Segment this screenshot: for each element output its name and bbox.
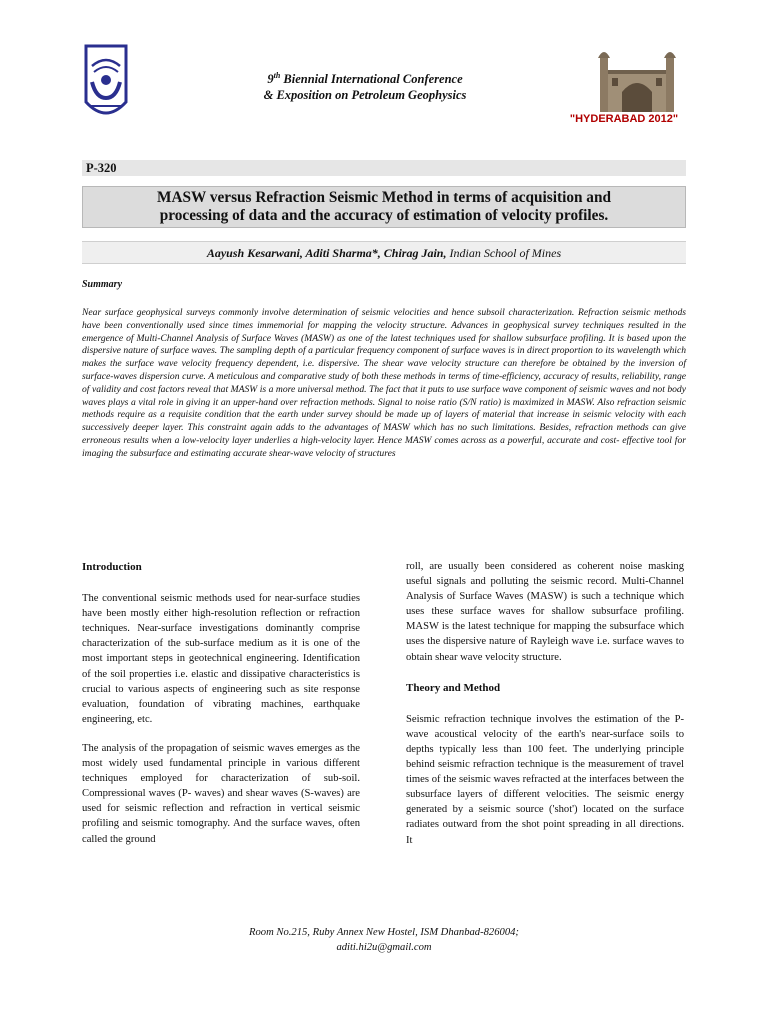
footer (82, 926, 686, 955)
footer-address: Room No.215, Ruby Annex New Hostel, ISM Dhanbad-826004; (249, 927, 519, 938)
title-line1: MASW versus Refraction Seismic Method in terms of acquisition and (157, 189, 611, 206)
paper-id-bar (82, 160, 686, 176)
footer-email: aditi.hi2u@gmail.com (336, 941, 432, 953)
conference-ordinal-suffix: th (273, 71, 281, 80)
affiliation: Indian School of Mines (449, 246, 562, 260)
conference-line2: & Exposition on Petroleum Geophysics (263, 88, 467, 103)
introduction-paragraph-3: roll, are usually been considered as coherent noise masking useful signals and polluting the seismic record. Multi-Channel Analysis of Surface Waves (MASW) is such a technique which uses these surface waves for shallow subsurface profiling. MASW is the latest technique for mapping the subsurface which uses the dispersive nature of Rayleigh wave i.e. surface waves to obtain shear wave velocity structure. (406, 561, 684, 663)
spg-logo-icon (82, 44, 130, 124)
paper-title (82, 189, 686, 225)
theory-paragraph-1: Seismic refraction technique involves the estimation of the P-wave acoustical velocity of the earth's near-surface soils to depths typically less than 100 feet. The underlying principle behind seismic refraction technique is the measurement of travel times of the seismic waves refracted at the interfaces between the subsurface layers of different velocities. The seismic energy generated by a seismic source ('shot') located on the surface radiates outward from the shot point spreading in all directions. It (406, 713, 684, 846)
conference-line1: Biennial International Conference (283, 72, 463, 87)
introduction-paragraph-2: The analysis of the propagation of seismic waves emerges as the most widely used fundamental principle in various different techniques employed for characterization of sub-soil. Compressional waves (P- waves) and shear waves (S-waves) are used for seismic reflection and refraction in vertical seismic profiling and seismic tomography. And the surface waves, often called the ground (82, 742, 360, 845)
left-column (82, 560, 360, 861)
authors (82, 246, 686, 260)
city-tag: "HYDERABAD 2012" (569, 113, 679, 125)
summary-text: Near surface geophysical surveys commonly involve determination of seismic velocities and hence subsoil characterization. Refraction seismic methods have been conventionally used since times immemorial for mapping the velocity structure. Advances in geophysical survey techniques resulted in the emergence of Multi-Channel Analysis of Surface Waves (MASW) as one of the latest techniques used for shallow subsurface profiling. It is based upon the dispersive nature of surface waves. The sampling depth of a particular frequency component of surface waves is in direct proportion to its wavelength which makes the surface wave velocity frequency dependent, i.e. dispersive. The shear wave velocity structure can therefore be obtained by the inversion of surface-waves dispersion curve. A meticulous and comparative study of both these methods in terms of time-efficiency, accuracy of results, reliability, range of validity and cost factors reveal that MASW is a more universal method. The fact that it puts to use surface wave component of seismic waves and not body waves plays a vital role in giving it an upper-hand over refraction methods. Signal to noise ratio (S/N ratio) is maximized in MASW. Also refraction seismic methods require as a requisite condition that the earth under survey should be made up of layers of material that increase in seismic velocity with each successively deeper layer. This constraint again adds to the advantages of MASW which has no such limitations. Besides, refraction methods can give erroneous results when a low-velocity layer underlies a high-velocity layer. Hence MASW comes across as a powerful, accurate and cost- effective tool for imaging the subsurface and estimating accurate shear-wave velocity of structures (82, 307, 686, 459)
conference-ordinal: 9 (267, 72, 274, 87)
author-names: Aayush Kesarwani, Aditi Sharma*, Chirag Jain, (206, 246, 447, 260)
charminar-icon (592, 44, 682, 114)
introduction-heading: Introduction (82, 561, 142, 573)
paper-id: P-320 (86, 161, 117, 175)
right-column (406, 559, 684, 862)
summary-heading: Summary (82, 279, 123, 290)
theory-heading: Theory and Method (406, 681, 501, 694)
conference-title (150, 68, 580, 103)
introduction-paragraph-1: The conventional seismic methods used for near-surface studies have been mostly either high-resolution reflection or refraction techniques. Near-surface investigations dominantly comprise characterization of the sub-surface medium as it is one of the most important steps in geotechnical engineering. Identification of the soil properties i.e. elastic and dissipative characteristics is crucial to various aspects of engineering such as site response evaluation, foundation of vibrating machines, earthquake engineering, etc. (82, 593, 360, 725)
title-line2: processing of data and the accuracy of estimation of velocity profiles. (159, 207, 609, 224)
